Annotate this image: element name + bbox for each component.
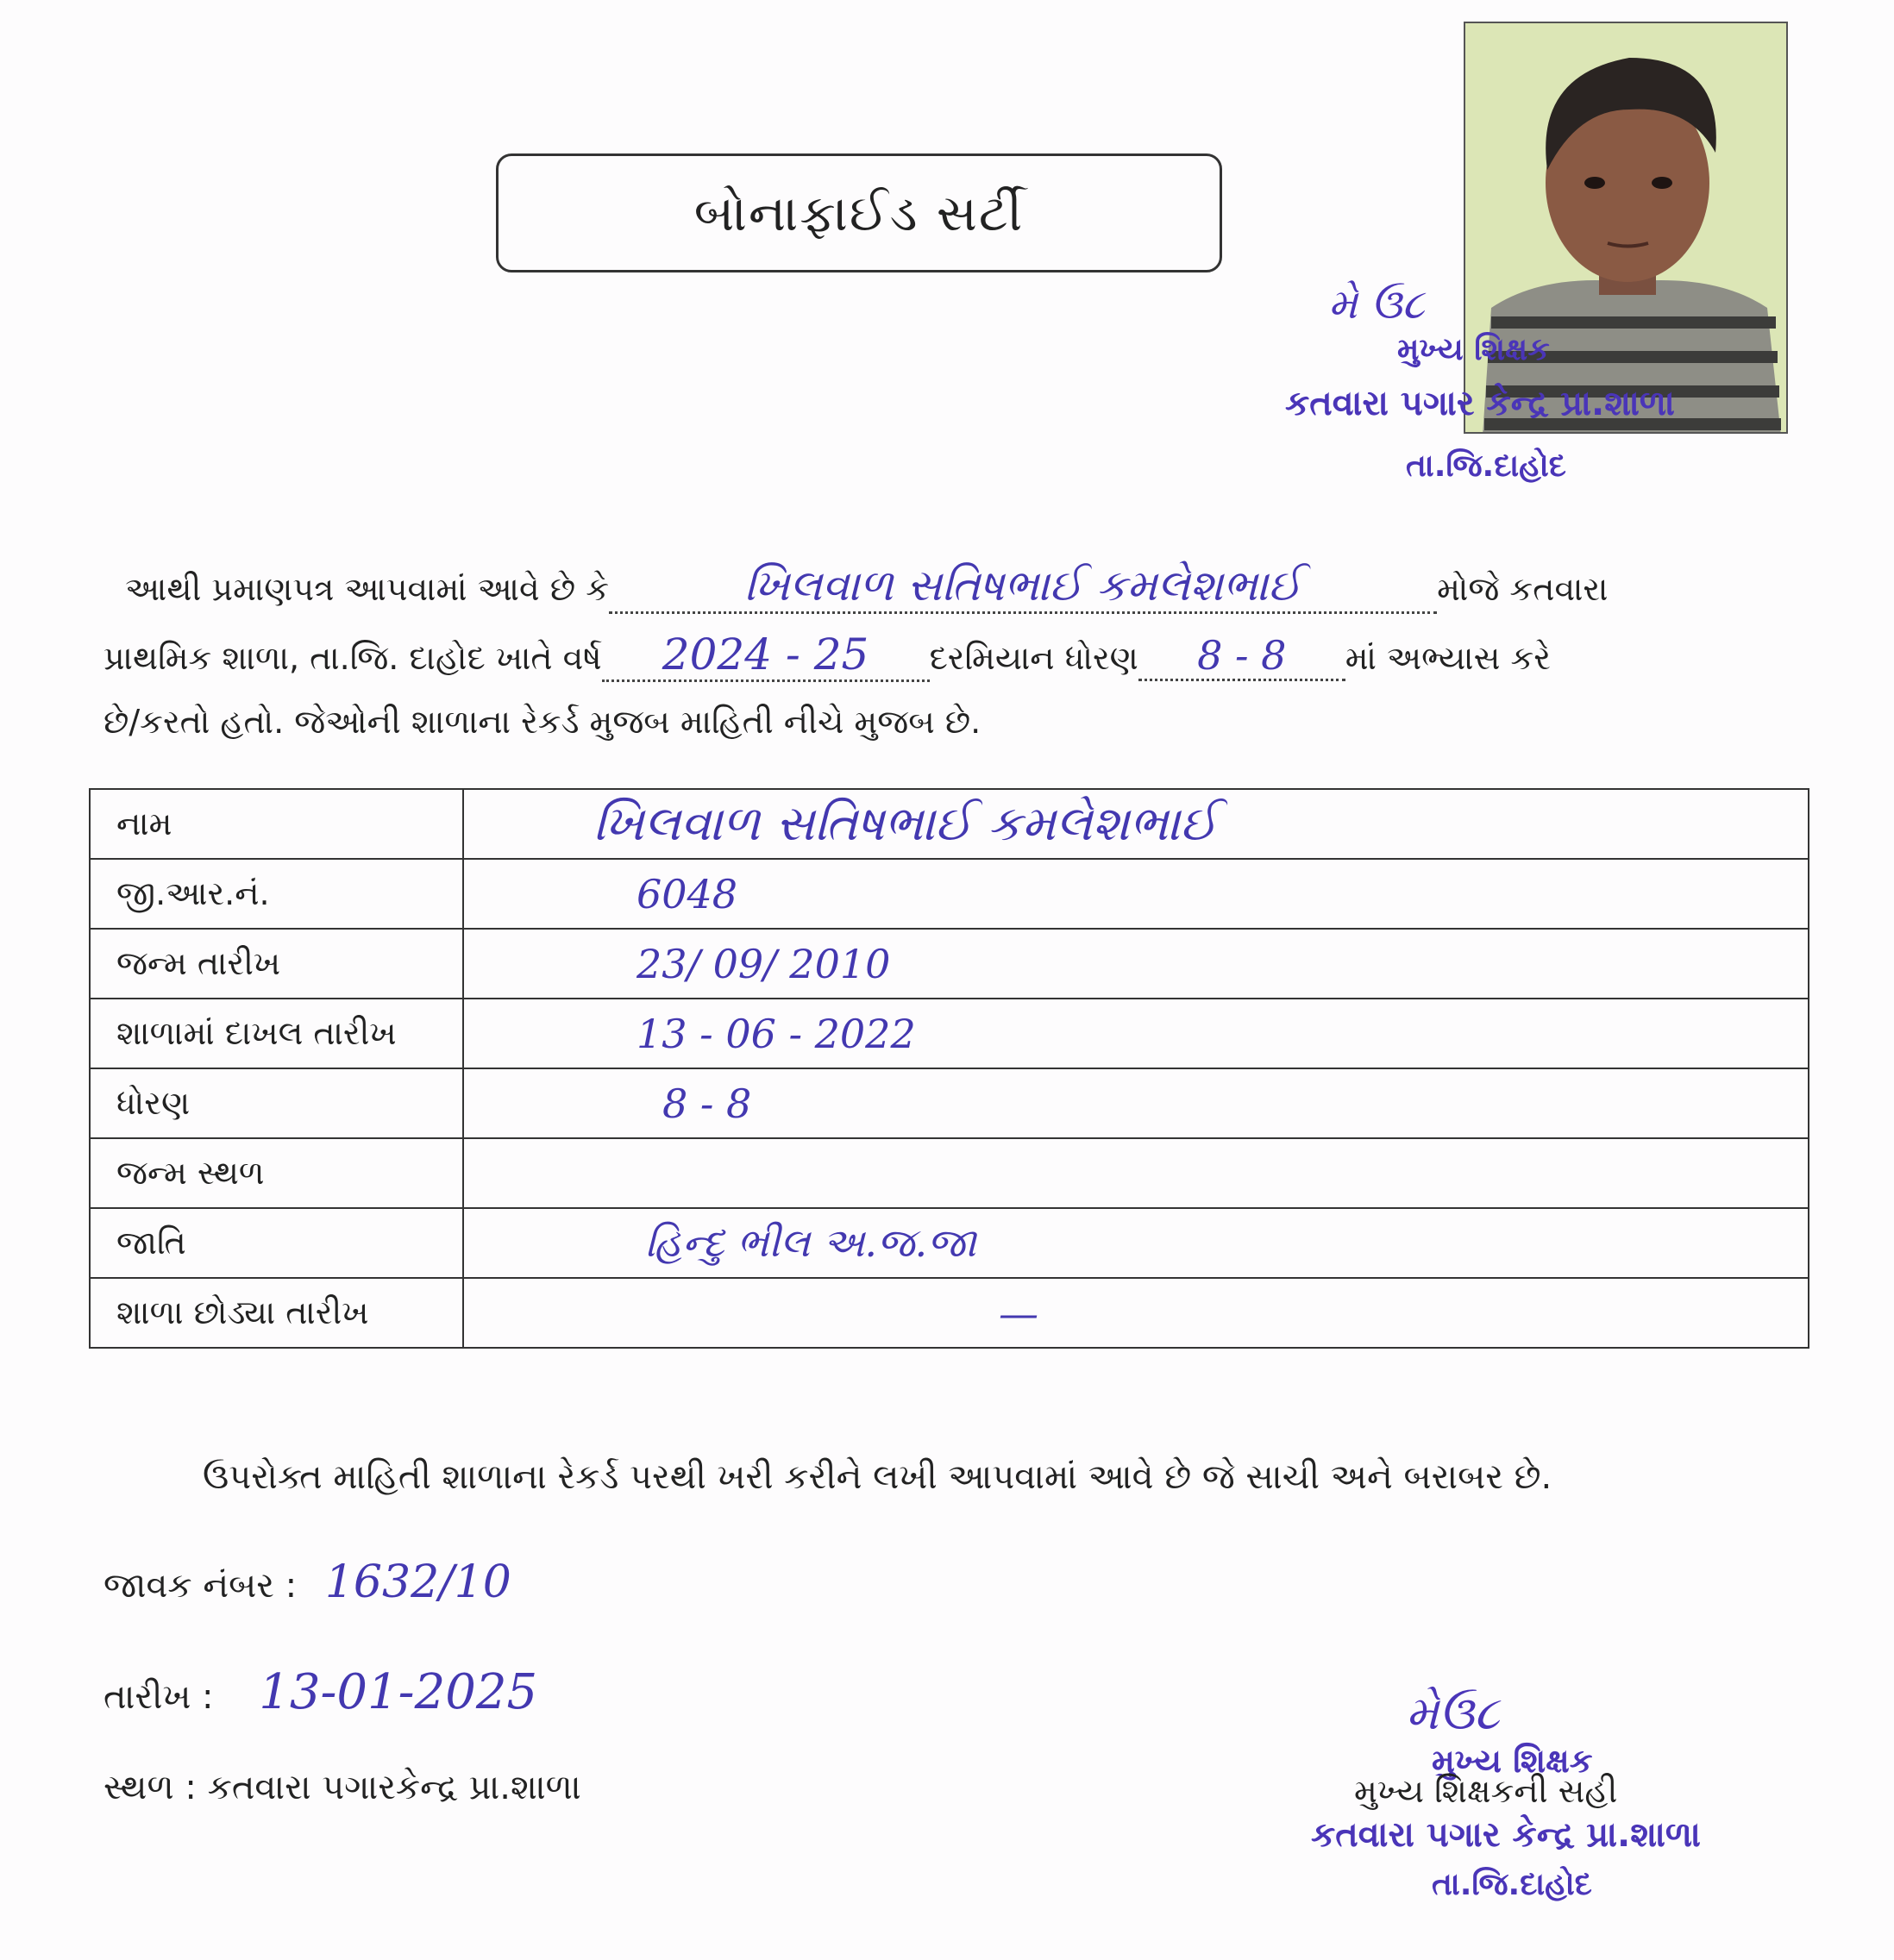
- table-row: [91, 860, 1808, 930]
- intro-part5: માં અભ્યાસ કરે: [1345, 639, 1551, 677]
- certification-text: ઉપરોક્ત માહિતી શાળાના રેકર્ડ પરથી ખરી કરીને લખી આપવામાં આવે છે જે સાચી અને બરાબર છે.: [203, 1457, 1552, 1497]
- row-value-caste: હિન્દુ ભીલ અ.જ.જા: [645, 1218, 976, 1266]
- intro-part3: પ્રાથમિક શાળા, તા.જિ. દાહોદ ખાતે વર્ષ: [103, 639, 602, 677]
- row-label-caste: જાતિ: [91, 1209, 464, 1277]
- student-photo: [1464, 22, 1788, 434]
- row-label-leaving-date: શાળા છોડ્યા તારીખ: [91, 1279, 464, 1347]
- page-title: [496, 153, 1222, 272]
- year-handwritten: 2024 - 25: [602, 629, 930, 682]
- date-row: [103, 1664, 537, 1720]
- header-stamp-line2: કતવારા પગાર કેન્દ્ર પ્રા.શાળા: [1285, 384, 1675, 423]
- student-info-table: [89, 788, 1809, 1349]
- signature-stamp-line2: કતવારા પગાર કેન્દ્ર પ્રા.શાળા: [1311, 1815, 1701, 1855]
- table-row: [91, 930, 1808, 999]
- intro-part2: મોજે કતવારા: [1437, 570, 1609, 608]
- std-handwritten: 8 - 8: [1138, 632, 1345, 681]
- student-photo-image: [1465, 23, 1788, 434]
- place-label: સ્થળ :: [103, 1768, 197, 1807]
- table-row: [91, 1209, 1808, 1279]
- row-label-admission-date: શાળામાં દાખલ તારીખ: [91, 999, 464, 1068]
- row-label-birth-place: જન્મ સ્થળ: [91, 1139, 464, 1207]
- header-signature: મે ઉ૮: [1328, 280, 1425, 329]
- row-value-leaving-date: —: [999, 1289, 1038, 1337]
- title-text: બોનાફાઈડ સર્ટી: [693, 183, 1025, 242]
- row-value-birth-place: [464, 1139, 1808, 1207]
- date-label: તારીખ :: [103, 1677, 214, 1717]
- table-row: [91, 1279, 1808, 1347]
- table-row: [91, 999, 1808, 1069]
- header-stamp-line1: મુખ્ય શિક્ષક: [1397, 332, 1550, 367]
- intro-part1: આથી પ્રમાણપત્ર આપવામાં આવે છે કે: [125, 570, 610, 608]
- row-label-name: નામ: [91, 790, 464, 858]
- intro-line-3: છે/કરતો હતો. જેઓની શાળાના રેકર્ડ મુજબ માહિતી નીચે મુજબ છે.: [103, 703, 981, 741]
- table-row: [91, 790, 1808, 860]
- intro-part4: દરમિયાન ધોરણ: [929, 639, 1138, 677]
- row-value-birth-date: 23/ 09/ 2010: [637, 940, 891, 987]
- outward-no-value: 1632/10: [324, 1556, 511, 1608]
- signature-stamp-line3: તા.જિ.દાહોદ: [1432, 1867, 1592, 1902]
- row-label-gr-no: જી.આર.નં.: [91, 860, 464, 928]
- outward-no-label: જાવક નંબર :: [103, 1566, 298, 1606]
- row-value-name: ખિલવાળ સતિષભાઈ કમલેશભાઈ: [593, 795, 1218, 852]
- place-value: કતવારા પગારકેન્દ્ર પ્રા.શાળા: [207, 1768, 581, 1807]
- intro-line-1: [125, 560, 1608, 614]
- signature-stamp-line1: મુખ્ય શિક્ષક: [1432, 1742, 1593, 1780]
- principal-signature: મેઉ૮: [1406, 1686, 1500, 1740]
- table-row: [91, 1139, 1808, 1209]
- header-stamp-line3: તા.જિ.દાહોદ: [1406, 448, 1566, 484]
- date-value: 13-01-2025: [259, 1664, 538, 1720]
- row-label-birth-date: જન્મ તારીખ: [91, 930, 464, 998]
- student-name-handwritten: ખિલવાળ સતિષભાઈ કમલેશભાઈ: [609, 560, 1437, 614]
- row-label-standard: ધોરણ: [91, 1069, 464, 1137]
- row-value-admission-date: 13 - 06 - 2022: [637, 1010, 916, 1057]
- row-value-gr-no: 6048: [637, 870, 738, 917]
- table-row: [91, 1069, 1808, 1139]
- signature-label: મુખ્ય શિક્ષકની સહી: [1354, 1772, 1618, 1810]
- place-row: [103, 1768, 581, 1807]
- intro-line-2: [103, 629, 1551, 682]
- outward-no-row: [103, 1556, 511, 1608]
- row-value-standard: 8 - 8: [662, 1080, 752, 1127]
